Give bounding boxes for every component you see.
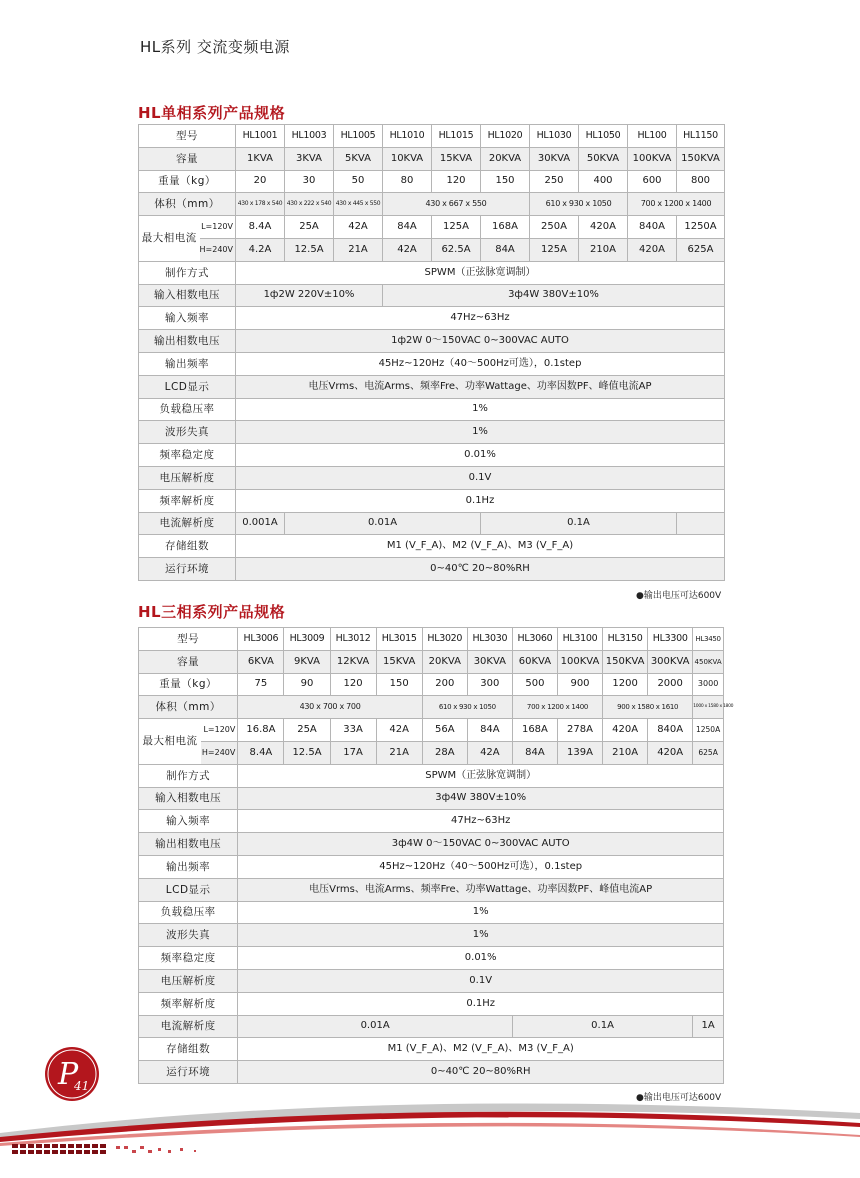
- row-storage: [139, 1038, 724, 1061]
- label-voltage-resolution: 电压解析度: [139, 466, 236, 489]
- weight-cell: 150: [481, 170, 530, 193]
- current-h-cell: 8.4A: [238, 741, 284, 764]
- row-volume: [139, 193, 725, 216]
- row-input-voltage: [139, 787, 724, 810]
- environment-value: 0~40℃ 20~80%RH: [236, 558, 725, 581]
- capacity-cell: 100KVA: [557, 650, 602, 673]
- three-phase-spec-table: [138, 627, 734, 1084]
- weight-cell: 900: [557, 673, 602, 696]
- label-input-voltage: 输入相数电压: [139, 284, 236, 307]
- weight-cell: 200: [422, 673, 467, 696]
- label-lcd: LCD显示: [139, 878, 238, 901]
- weight-cell: 80: [383, 170, 432, 193]
- row-environment: [139, 1061, 724, 1084]
- label-method: 制作方式: [139, 261, 236, 284]
- voltage-resolution-value: 0.1V: [238, 969, 724, 992]
- row-output-frequency: [139, 352, 725, 375]
- label-distortion: 波形失真: [139, 924, 238, 947]
- label-current-resolution: 电流解析度: [139, 512, 236, 535]
- capacity-cell: 15KVA: [432, 147, 481, 170]
- row-capacity: [139, 147, 725, 170]
- label-volume: 体积（mm）: [139, 696, 238, 719]
- input-frequency-value: 47Hz~63Hz: [236, 307, 725, 330]
- label-model: 型号: [139, 628, 238, 651]
- current-h-cell: 210A: [579, 238, 628, 261]
- weight-cell: 120: [330, 673, 376, 696]
- capacity-cell: 50KVA: [579, 147, 628, 170]
- row-frequency-stability: [139, 947, 724, 970]
- current-h-cell: 84A: [512, 741, 557, 764]
- row-lcd: [139, 375, 725, 398]
- capacity-cell: 12KVA: [330, 650, 376, 673]
- environment-value: 0~40℃ 20~80%RH: [238, 1061, 724, 1084]
- label-frequency-stability: 频率稳定度: [139, 444, 236, 467]
- current-l-cell: 250A: [530, 216, 579, 239]
- current-l-cell: 168A: [512, 719, 557, 742]
- label-model: 型号: [139, 125, 236, 148]
- label-output-voltage: 输出相数电压: [139, 330, 236, 353]
- current-l-cell: 168A: [481, 216, 530, 239]
- output-frequency-value: 45Hz~120Hz（40～500Hz可选），0.1step: [236, 352, 725, 375]
- model-cell: HL3150: [603, 628, 648, 651]
- label-lcd: LCD显示: [139, 375, 236, 398]
- row-model: [139, 628, 724, 651]
- current-l-cell: 33A: [330, 719, 376, 742]
- current-l-cell: 420A: [579, 216, 628, 239]
- model-cell: HL1050: [579, 125, 628, 148]
- volume-cell: 610 x 930 x 1050: [422, 696, 512, 719]
- current-resolution-cell: 0.1A: [481, 512, 677, 535]
- volume-cell: 430 x 222 x 540: [285, 193, 334, 216]
- row-frequency-resolution: [139, 489, 725, 512]
- frequency-resolution-value: 0.1Hz: [236, 489, 725, 512]
- current-l-cell: 56A: [422, 719, 467, 742]
- capacity-cell: 6KVA: [238, 650, 284, 673]
- row-current-l: [139, 719, 724, 742]
- three-phase-title: HL三相系列产品规格: [138, 603, 286, 621]
- row-method: [139, 764, 724, 787]
- current-l-cell: 16.8A: [238, 719, 284, 742]
- model-cell: HL100: [628, 125, 677, 148]
- model-cell: HL3020: [422, 628, 467, 651]
- label-input-frequency: 输入频率: [139, 810, 238, 833]
- row-output-voltage: [139, 833, 724, 856]
- page-header: HL系列 交流变频电源: [140, 38, 290, 56]
- current-h-cell: 21A: [334, 238, 383, 261]
- output-voltage-value: 1ф2W 0～150VAC 0~300VAC AUTO: [236, 330, 725, 353]
- current-h-cell: 12.5A: [285, 238, 334, 261]
- label-output-frequency: 输出频率: [139, 855, 238, 878]
- current-h-cell: 17A: [330, 741, 376, 764]
- label-current-h: H=240V: [201, 741, 238, 764]
- model-cell: HL1010: [383, 125, 432, 148]
- load-regulation-value: 1%: [236, 398, 725, 421]
- model-cell: HL1003: [285, 125, 334, 148]
- model-cell: HL1150: [677, 125, 725, 148]
- current-h-cell: 420A: [648, 741, 693, 764]
- label-environment: 运行环境: [139, 1061, 238, 1084]
- volume-cell: 700 x 1200 x 1400: [628, 193, 725, 216]
- input-voltage-single: 1ф2W 220V±10%: [236, 284, 383, 307]
- current-l-cell: 42A: [376, 719, 422, 742]
- label-storage: 存储组数: [139, 535, 236, 558]
- voltage-resolution-value: 0.1V: [236, 466, 725, 489]
- capacity-cell: 150KVA: [677, 147, 725, 170]
- row-storage: [139, 535, 725, 558]
- storage-value: M1 (V_F_A)、M2 (V_F_A)、M3 (V_F_A): [236, 535, 725, 558]
- model-cell: HL1001: [236, 125, 285, 148]
- current-h-cell: 625A: [693, 741, 724, 764]
- model-cell: HL3100: [557, 628, 602, 651]
- weight-cell: 30: [285, 170, 334, 193]
- distortion-value: 1%: [238, 924, 724, 947]
- capacity-cell: 100KVA: [628, 147, 677, 170]
- row-input-frequency: [139, 810, 724, 833]
- label-load-regulation: 负载稳压率: [139, 901, 238, 924]
- row-frequency-stability: [139, 444, 725, 467]
- row-model: [139, 125, 725, 148]
- current-resolution-cell: [677, 512, 725, 535]
- model-cell: HL3450: [693, 628, 724, 651]
- row-weight: [139, 170, 725, 193]
- label-current: 最大相电流: [139, 216, 200, 262]
- volume-cell: 430 x 667 x 550: [383, 193, 530, 216]
- volume-cell: 610 x 930 x 1050: [530, 193, 628, 216]
- current-l-cell: 278A: [557, 719, 602, 742]
- label-storage: 存储组数: [139, 1038, 238, 1061]
- volume-cell: 430 x 445 x 550: [334, 193, 383, 216]
- row-capacity: [139, 650, 724, 673]
- current-h-cell: 420A: [628, 238, 677, 261]
- input-voltage-value: 3ф4W 380V±10%: [238, 787, 724, 810]
- distortion-value: 1%: [236, 421, 725, 444]
- current-h-cell: 28A: [422, 741, 467, 764]
- model-cell: HL3012: [330, 628, 376, 651]
- output-voltage-value: 3ф4W 0～150VAC 0~300VAC AUTO: [238, 833, 724, 856]
- weight-cell: 250: [530, 170, 579, 193]
- current-h-cell: 42A: [383, 238, 432, 261]
- method-value: SPWM（正弦脉宽调制）: [238, 764, 724, 787]
- weight-cell: 800: [677, 170, 725, 193]
- weight-cell: 1200: [603, 673, 648, 696]
- label-current-l: L=120V: [201, 719, 238, 742]
- model-cell: HL1020: [481, 125, 530, 148]
- weight-cell: 120: [432, 170, 481, 193]
- label-method: 制作方式: [139, 764, 238, 787]
- label-current-h: H=240V: [200, 238, 236, 261]
- current-resolution-cell: 0.1A: [512, 1015, 692, 1038]
- current-l-cell: 840A: [628, 216, 677, 239]
- label-capacity: 容量: [139, 650, 238, 673]
- current-h-cell: 210A: [603, 741, 648, 764]
- weight-cell: 75: [238, 673, 284, 696]
- row-load-regulation: [139, 398, 725, 421]
- storage-value: M1 (V_F_A)、M2 (V_F_A)、M3 (V_F_A): [238, 1038, 724, 1061]
- model-cell: HL3015: [376, 628, 422, 651]
- capacity-cell: 10KVA: [383, 147, 432, 170]
- row-current-h: [139, 741, 724, 764]
- current-resolution-cell: 1A: [693, 1015, 724, 1038]
- current-l-cell: 84A: [467, 719, 512, 742]
- load-regulation-value: 1%: [238, 901, 724, 924]
- current-l-cell: 25A: [284, 719, 330, 742]
- current-resolution-cell: 0.01A: [285, 512, 481, 535]
- frequency-stability-value: 0.01%: [238, 947, 724, 970]
- model-cell: HL3009: [284, 628, 330, 651]
- weight-cell: 20: [236, 170, 285, 193]
- label-frequency-resolution: 频率解析度: [139, 489, 236, 512]
- label-environment: 运行环境: [139, 558, 236, 581]
- row-input-frequency: [139, 307, 725, 330]
- capacity-cell: 60KVA: [512, 650, 557, 673]
- model-cell: HL3060: [512, 628, 557, 651]
- frequency-stability-value: 0.01%: [236, 444, 725, 467]
- current-h-cell: 21A: [376, 741, 422, 764]
- input-frequency-value: 47Hz~63Hz: [238, 810, 724, 833]
- weight-cell: 2000: [648, 673, 693, 696]
- current-l-cell: 420A: [603, 719, 648, 742]
- weight-cell: 600: [628, 170, 677, 193]
- weight-cell: 3000: [693, 673, 724, 696]
- row-current-h: [139, 238, 725, 261]
- weight-cell: 150: [376, 673, 422, 696]
- capacity-cell: 3KVA: [285, 147, 334, 170]
- label-weight: 重量（kg）: [139, 170, 236, 193]
- row-voltage-resolution: [139, 969, 724, 992]
- capacity-cell: 450KVA: [693, 650, 724, 673]
- current-h-cell: 125A: [530, 238, 579, 261]
- label-input-voltage: 输入相数电压: [139, 787, 238, 810]
- row-volume: [139, 696, 724, 719]
- input-voltage-three: 3ф4W 380V±10%: [383, 284, 725, 307]
- row-output-voltage: [139, 330, 725, 353]
- row-voltage-resolution: [139, 466, 725, 489]
- current-l-cell: 125A: [432, 216, 481, 239]
- row-weight: [139, 673, 724, 696]
- label-load-regulation: 负载稳压率: [139, 398, 236, 421]
- current-l-cell: 42A: [334, 216, 383, 239]
- row-input-voltage: [139, 284, 725, 307]
- current-h-cell: 62.5A: [432, 238, 481, 261]
- volume-cell: 430 x 178 x 540: [236, 193, 285, 216]
- output-frequency-value: 45Hz~120Hz（40～500Hz可选），0.1step: [238, 855, 724, 878]
- current-l-cell: 1250A: [693, 719, 724, 742]
- row-output-frequency: [139, 855, 724, 878]
- capacity-cell: 15KVA: [376, 650, 422, 673]
- current-resolution-cell: 0.01A: [238, 1015, 513, 1038]
- label-volume: 体积（mm）: [139, 193, 236, 216]
- label-capacity: 容量: [139, 147, 236, 170]
- logo-page-number: 41: [74, 1079, 90, 1093]
- single-phase-title: HL单相系列产品规格: [138, 104, 286, 122]
- row-frequency-resolution: [139, 992, 724, 1015]
- row-lcd: [139, 878, 724, 901]
- weight-cell: 300: [467, 673, 512, 696]
- three-phase-note: ●输出电压可达600V: [636, 1093, 722, 1103]
- current-h-cell: 139A: [557, 741, 602, 764]
- row-method: [139, 261, 725, 284]
- single-phase-note: ●输出电压可达600V: [636, 591, 722, 601]
- current-h-cell: 84A: [481, 238, 530, 261]
- label-frequency-stability: 频率稳定度: [139, 947, 238, 970]
- current-h-cell: 4.2A: [236, 238, 285, 261]
- logo-letter: P: [58, 1057, 79, 1092]
- capacity-cell: 1KVA: [236, 147, 285, 170]
- page-number-logo: [44, 1046, 100, 1102]
- row-current-l: [139, 216, 725, 239]
- current-h-cell: 42A: [467, 741, 512, 764]
- capacity-cell: 30KVA: [467, 650, 512, 673]
- model-cell: HL3300: [648, 628, 693, 651]
- current-l-cell: 25A: [285, 216, 334, 239]
- volume-cell: 430 x 700 x 700: [238, 696, 422, 719]
- weight-cell: 50: [334, 170, 383, 193]
- label-output-frequency: 输出频率: [139, 352, 236, 375]
- label-current: 最大相电流: [139, 719, 201, 765]
- current-l-cell: 840A: [648, 719, 693, 742]
- current-h-cell: 625A: [677, 238, 725, 261]
- capacity-cell: 20KVA: [422, 650, 467, 673]
- row-current-resolution: [139, 512, 725, 535]
- capacity-cell: 20KVA: [481, 147, 530, 170]
- label-output-voltage: 输出相数电压: [139, 833, 238, 856]
- row-environment: [139, 558, 725, 581]
- volume-cell: 1000 x 1580 x 1800: [693, 696, 724, 719]
- lcd-value: 电压Vrms、电流Arms、频率Fre、功率Wattage、功率因数PF、峰值电流AP: [236, 375, 725, 398]
- capacity-cell: 300KVA: [648, 650, 693, 673]
- volume-cell: 700 x 1200 x 1400: [512, 696, 602, 719]
- model-cell: HL1005: [334, 125, 383, 148]
- capacity-cell: 30KVA: [530, 147, 579, 170]
- model-cell: HL3006: [238, 628, 284, 651]
- weight-cell: 90: [284, 673, 330, 696]
- row-load-regulation: [139, 901, 724, 924]
- weight-cell: 500: [512, 673, 557, 696]
- current-l-cell: 8.4A: [236, 216, 285, 239]
- label-current-l: L=120V: [200, 216, 236, 239]
- label-voltage-resolution: 电压解析度: [139, 969, 238, 992]
- label-input-frequency: 输入频率: [139, 307, 236, 330]
- capacity-cell: 9KVA: [284, 650, 330, 673]
- model-cell: HL3030: [467, 628, 512, 651]
- row-distortion: [139, 924, 724, 947]
- label-weight: 重量（kg）: [139, 673, 238, 696]
- single-phase-spec-table: [138, 124, 725, 581]
- capacity-cell: 5KVA: [334, 147, 383, 170]
- frequency-resolution-value: 0.1Hz: [238, 992, 724, 1015]
- current-l-cell: 84A: [383, 216, 432, 239]
- label-distortion: 波形失真: [139, 421, 236, 444]
- row-distortion: [139, 421, 725, 444]
- method-value: SPWM（正弦脉宽调制）: [236, 261, 725, 284]
- current-h-cell: 12.5A: [284, 741, 330, 764]
- footer-dots-decoration: [12, 1142, 312, 1156]
- lcd-value: 电压Vrms、电流Arms、频率Fre、功率Wattage、功率因数PF、峰值电流AP: [238, 878, 724, 901]
- model-cell: HL1015: [432, 125, 481, 148]
- current-resolution-cell: 0.001A: [236, 512, 285, 535]
- label-frequency-resolution: 频率解析度: [139, 992, 238, 1015]
- label-current-resolution: 电流解析度: [139, 1015, 238, 1038]
- model-cell: HL1030: [530, 125, 579, 148]
- capacity-cell: 150KVA: [603, 650, 648, 673]
- volume-cell: 900 x 1580 x 1610: [603, 696, 693, 719]
- current-l-cell: 1250A: [677, 216, 725, 239]
- row-current-resolution: [139, 1015, 724, 1038]
- weight-cell: 400: [579, 170, 628, 193]
